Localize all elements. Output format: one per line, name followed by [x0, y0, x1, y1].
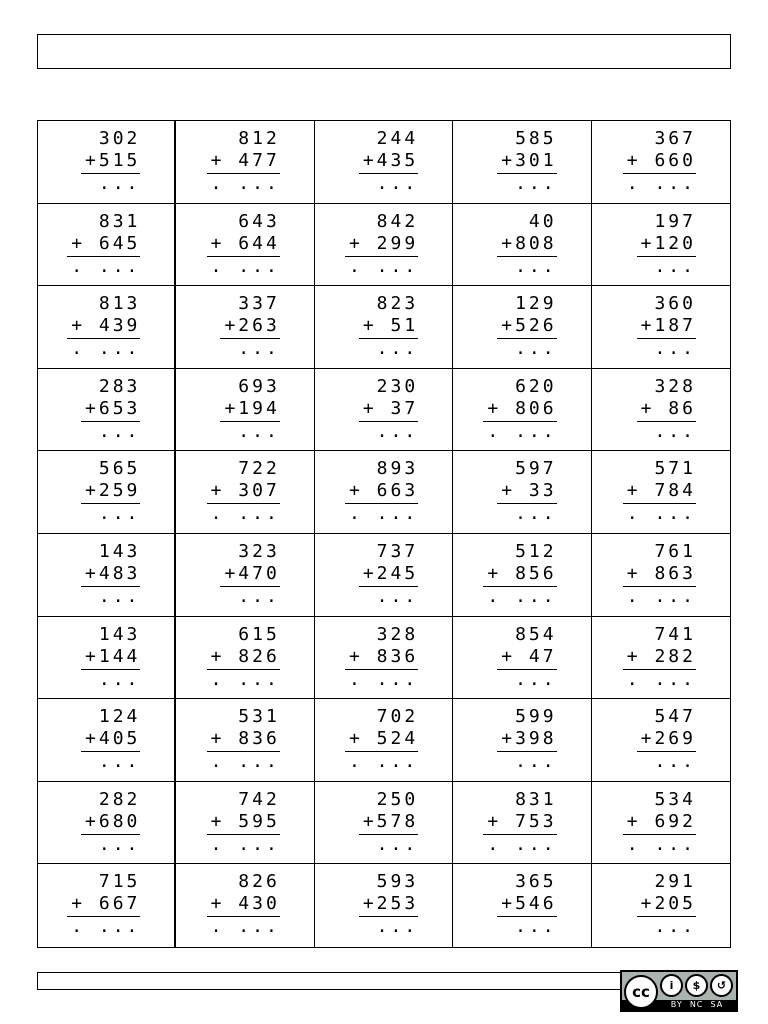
addend-bottom: + 784 [626, 480, 696, 502]
addend-top: 360 [654, 293, 696, 315]
addend-bottom: + 477 [210, 150, 280, 171]
addend-top: 742 [238, 788, 280, 810]
answer-placeholder: . ... [71, 916, 141, 938]
answer-placeholder: . ... [626, 668, 696, 690]
answer-placeholder: ... [515, 916, 557, 938]
problem-cell [176, 617, 314, 700]
problem-cell [176, 864, 314, 947]
problem-cell [176, 782, 314, 865]
problem-cell [315, 782, 453, 865]
addend-bottom: + 645 [71, 232, 141, 254]
answer-placeholder: ... [98, 751, 141, 773]
answer-placeholder: ... [515, 503, 557, 525]
addend-top: 831 [98, 210, 141, 232]
addend-top: 531 [238, 706, 280, 728]
problem-cell [453, 204, 591, 287]
problem-cell [592, 369, 730, 452]
addend-top: 328 [376, 623, 419, 645]
addend-top: 40 [528, 210, 557, 232]
addend-bottom: + 836 [349, 645, 419, 667]
addend-bottom: +269 [640, 728, 696, 750]
addend-top: 693 [238, 375, 280, 397]
answer-placeholder: ... [98, 585, 141, 607]
addend-top: 842 [376, 210, 419, 232]
addend-top: 615 [238, 623, 280, 645]
problem-cell [38, 864, 176, 947]
answer-placeholder: . ... [626, 833, 696, 855]
addend-top: 323 [238, 540, 280, 562]
addend-bottom: + 51 [362, 315, 419, 337]
addend-bottom: + 644 [210, 232, 280, 254]
problem-cell [38, 699, 176, 782]
answer-placeholder: . ... [487, 585, 557, 607]
answer-placeholder: . ... [349, 255, 419, 277]
addend-bottom: +245 [362, 562, 419, 584]
addend-bottom: +515 [85, 150, 141, 171]
problem-cell [176, 699, 314, 782]
problem-cell [453, 534, 591, 617]
addend-bottom: +435 [362, 150, 419, 171]
answer-placeholder: ... [515, 173, 557, 194]
answer-placeholder: ... [238, 338, 280, 360]
addend-bottom: + 33 [501, 480, 557, 502]
addend-bottom: + 439 [71, 315, 141, 337]
addend-top: 244 [376, 128, 419, 149]
addend-bottom: + 37 [362, 397, 419, 419]
addend-bottom: + 430 [210, 893, 280, 915]
problem-cell [592, 617, 730, 700]
addend-top: 741 [654, 623, 696, 645]
problem-cell [176, 451, 314, 534]
answer-placeholder: . ... [210, 255, 280, 277]
problem-cell [453, 699, 591, 782]
answer-placeholder: ... [98, 420, 141, 442]
problem-cell [38, 617, 176, 700]
addend-top: 643 [238, 210, 280, 232]
answer-placeholder: ... [98, 503, 141, 525]
creative-commons-badge [620, 970, 738, 1012]
answer-placeholder: . ... [487, 420, 557, 442]
problem-cell [315, 699, 453, 782]
problem-cell [315, 534, 453, 617]
addend-top: 337 [238, 293, 280, 315]
addend-bottom: + 663 [349, 480, 419, 502]
answer-placeholder: . ... [349, 503, 419, 525]
problem-cell [176, 121, 314, 204]
answer-placeholder: ... [515, 255, 557, 277]
addend-top: 367 [654, 128, 696, 149]
answer-placeholder: ... [238, 585, 280, 607]
answer-placeholder: ... [654, 420, 696, 442]
answer-placeholder: ... [376, 338, 419, 360]
addend-top: 761 [654, 540, 696, 562]
answer-placeholder: ... [515, 338, 557, 360]
problem-cell [38, 286, 176, 369]
problem-cell [592, 204, 730, 287]
problem-cell [315, 369, 453, 452]
answer-placeholder: ... [376, 173, 419, 194]
answer-placeholder: ... [98, 833, 141, 855]
answer-placeholder: ... [654, 751, 696, 773]
problem-cell [592, 451, 730, 534]
problem-cell [38, 451, 176, 534]
addend-top: 813 [98, 293, 141, 315]
addend-bottom: + 307 [210, 480, 280, 502]
answer-placeholder: ... [654, 255, 696, 277]
addend-top: 250 [376, 788, 419, 810]
addend-bottom: +405 [85, 728, 141, 750]
answer-placeholder: . ... [626, 173, 696, 194]
answer-placeholder: . ... [210, 503, 280, 525]
addend-top: 722 [238, 458, 280, 480]
addend-top: 129 [515, 293, 557, 315]
addend-top: 512 [515, 540, 557, 562]
answer-placeholder: . ... [71, 255, 141, 277]
addend-bottom: + 826 [210, 645, 280, 667]
problem-cell [315, 121, 453, 204]
answer-placeholder: ... [238, 420, 280, 442]
addend-bottom: + 282 [626, 645, 696, 667]
problem-cell [38, 534, 176, 617]
problem-cell [453, 617, 591, 700]
answer-placeholder: ... [515, 751, 557, 773]
cc-icon: cc [624, 975, 658, 1009]
addend-top: 826 [238, 871, 280, 893]
footer-box [37, 972, 621, 990]
addend-top: 715 [98, 871, 141, 893]
addend-top: 585 [515, 128, 557, 149]
addend-top: 534 [654, 788, 696, 810]
problem-cell [453, 782, 591, 865]
name-header-box [37, 34, 731, 69]
cc-license-text: BY NC SA [670, 1000, 724, 1009]
addend-bottom: +301 [501, 150, 557, 171]
addend-bottom: +205 [640, 893, 696, 915]
addend-top: 302 [98, 128, 141, 149]
addend-top: 283 [98, 375, 141, 397]
addend-top: 565 [98, 458, 141, 480]
problem-cell [315, 204, 453, 287]
addend-bottom: +526 [501, 315, 557, 337]
addend-top: 593 [376, 871, 419, 893]
addend-bottom: +253 [362, 893, 419, 915]
problem-cell [176, 534, 314, 617]
addend-top: 597 [515, 458, 557, 480]
addend-top: 143 [98, 540, 141, 562]
addend-top: 854 [515, 623, 557, 645]
answer-placeholder: ... [376, 420, 419, 442]
answer-placeholder: ... [654, 338, 696, 360]
problem-cell [315, 451, 453, 534]
addend-bottom: +144 [85, 645, 141, 667]
answer-placeholder: . ... [210, 668, 280, 690]
addend-bottom: + 595 [210, 810, 280, 832]
addend-bottom: +653 [85, 397, 141, 419]
addend-bottom: + 299 [349, 232, 419, 254]
addend-bottom: + 660 [626, 150, 696, 171]
answer-placeholder: ... [654, 916, 696, 938]
problem-cell [453, 451, 591, 534]
addend-bottom: +470 [224, 562, 280, 584]
problem-cell [176, 369, 314, 452]
addend-top: 124 [98, 706, 141, 728]
problem-cell [592, 534, 730, 617]
problem-cell [176, 286, 314, 369]
problem-cell [38, 369, 176, 452]
problem-cell [315, 617, 453, 700]
answer-placeholder: . ... [349, 751, 419, 773]
answer-placeholder: . ... [210, 173, 280, 194]
problem-cell [315, 286, 453, 369]
addend-bottom: + 863 [626, 562, 696, 584]
addition-worksheet-grid [37, 120, 731, 948]
answer-placeholder: . ... [626, 503, 696, 525]
addend-top: 291 [654, 871, 696, 893]
addend-bottom: +546 [501, 893, 557, 915]
addend-top: 812 [238, 128, 280, 149]
problem-cell [453, 121, 591, 204]
addend-bottom: + 806 [487, 397, 557, 419]
addend-bottom: + 856 [487, 562, 557, 584]
answer-placeholder: ... [515, 668, 557, 690]
addend-bottom: +483 [85, 562, 141, 584]
addend-top: 620 [515, 375, 557, 397]
addend-bottom: +680 [85, 810, 141, 832]
problem-cell [315, 864, 453, 947]
answer-placeholder: . ... [210, 833, 280, 855]
addend-bottom: + 86 [640, 397, 696, 419]
problem-cell [38, 121, 176, 204]
addend-bottom: +808 [501, 232, 557, 254]
answer-placeholder: . ... [626, 585, 696, 607]
answer-placeholder: ... [376, 585, 419, 607]
sa-icon: ↺ [710, 974, 733, 997]
addend-bottom: + 524 [349, 728, 419, 750]
addend-top: 893 [376, 458, 419, 480]
addend-top: 547 [654, 706, 696, 728]
addend-top: 737 [376, 540, 419, 562]
addend-top: 571 [654, 458, 696, 480]
addend-bottom: +263 [224, 315, 280, 337]
answer-placeholder: ... [98, 668, 141, 690]
answer-placeholder: ... [376, 916, 419, 938]
problem-cell [453, 369, 591, 452]
addend-bottom: +398 [501, 728, 557, 750]
addend-top: 230 [376, 375, 419, 397]
addend-top: 197 [654, 210, 696, 232]
addend-bottom: +578 [362, 810, 419, 832]
answer-placeholder: . ... [210, 751, 280, 773]
addend-bottom: + 753 [487, 810, 557, 832]
answer-placeholder: ... [376, 833, 419, 855]
problem-cell [592, 286, 730, 369]
addend-top: 282 [98, 788, 141, 810]
problem-cell [453, 864, 591, 947]
answer-placeholder: . ... [71, 338, 141, 360]
addend-top: 328 [654, 375, 696, 397]
answer-placeholder: ... [98, 173, 141, 194]
problem-cell [592, 864, 730, 947]
addend-bottom: + 692 [626, 810, 696, 832]
answer-placeholder: . ... [210, 916, 280, 938]
problem-cell [592, 121, 730, 204]
answer-placeholder: . ... [349, 668, 419, 690]
addend-top: 599 [515, 706, 557, 728]
addend-bottom: + 836 [210, 728, 280, 750]
problem-cell [453, 286, 591, 369]
addend-top: 831 [515, 788, 557, 810]
addend-top: 823 [376, 293, 419, 315]
problem-cell [38, 782, 176, 865]
addend-bottom: +194 [224, 397, 280, 419]
addend-bottom: +120 [640, 232, 696, 254]
addend-top: 365 [515, 871, 557, 893]
addend-bottom: + 47 [501, 645, 557, 667]
addend-top: 702 [376, 706, 419, 728]
by-icon: i [660, 974, 683, 997]
problem-cell [592, 782, 730, 865]
answer-placeholder: . ... [487, 833, 557, 855]
addend-bottom: +259 [85, 480, 141, 502]
problem-cell [176, 204, 314, 287]
nc-icon: $ [685, 974, 708, 997]
addend-top: 143 [98, 623, 141, 645]
addend-bottom: +187 [640, 315, 696, 337]
problem-cell [38, 204, 176, 287]
addend-bottom: + 667 [71, 893, 141, 915]
problem-cell [592, 699, 730, 782]
